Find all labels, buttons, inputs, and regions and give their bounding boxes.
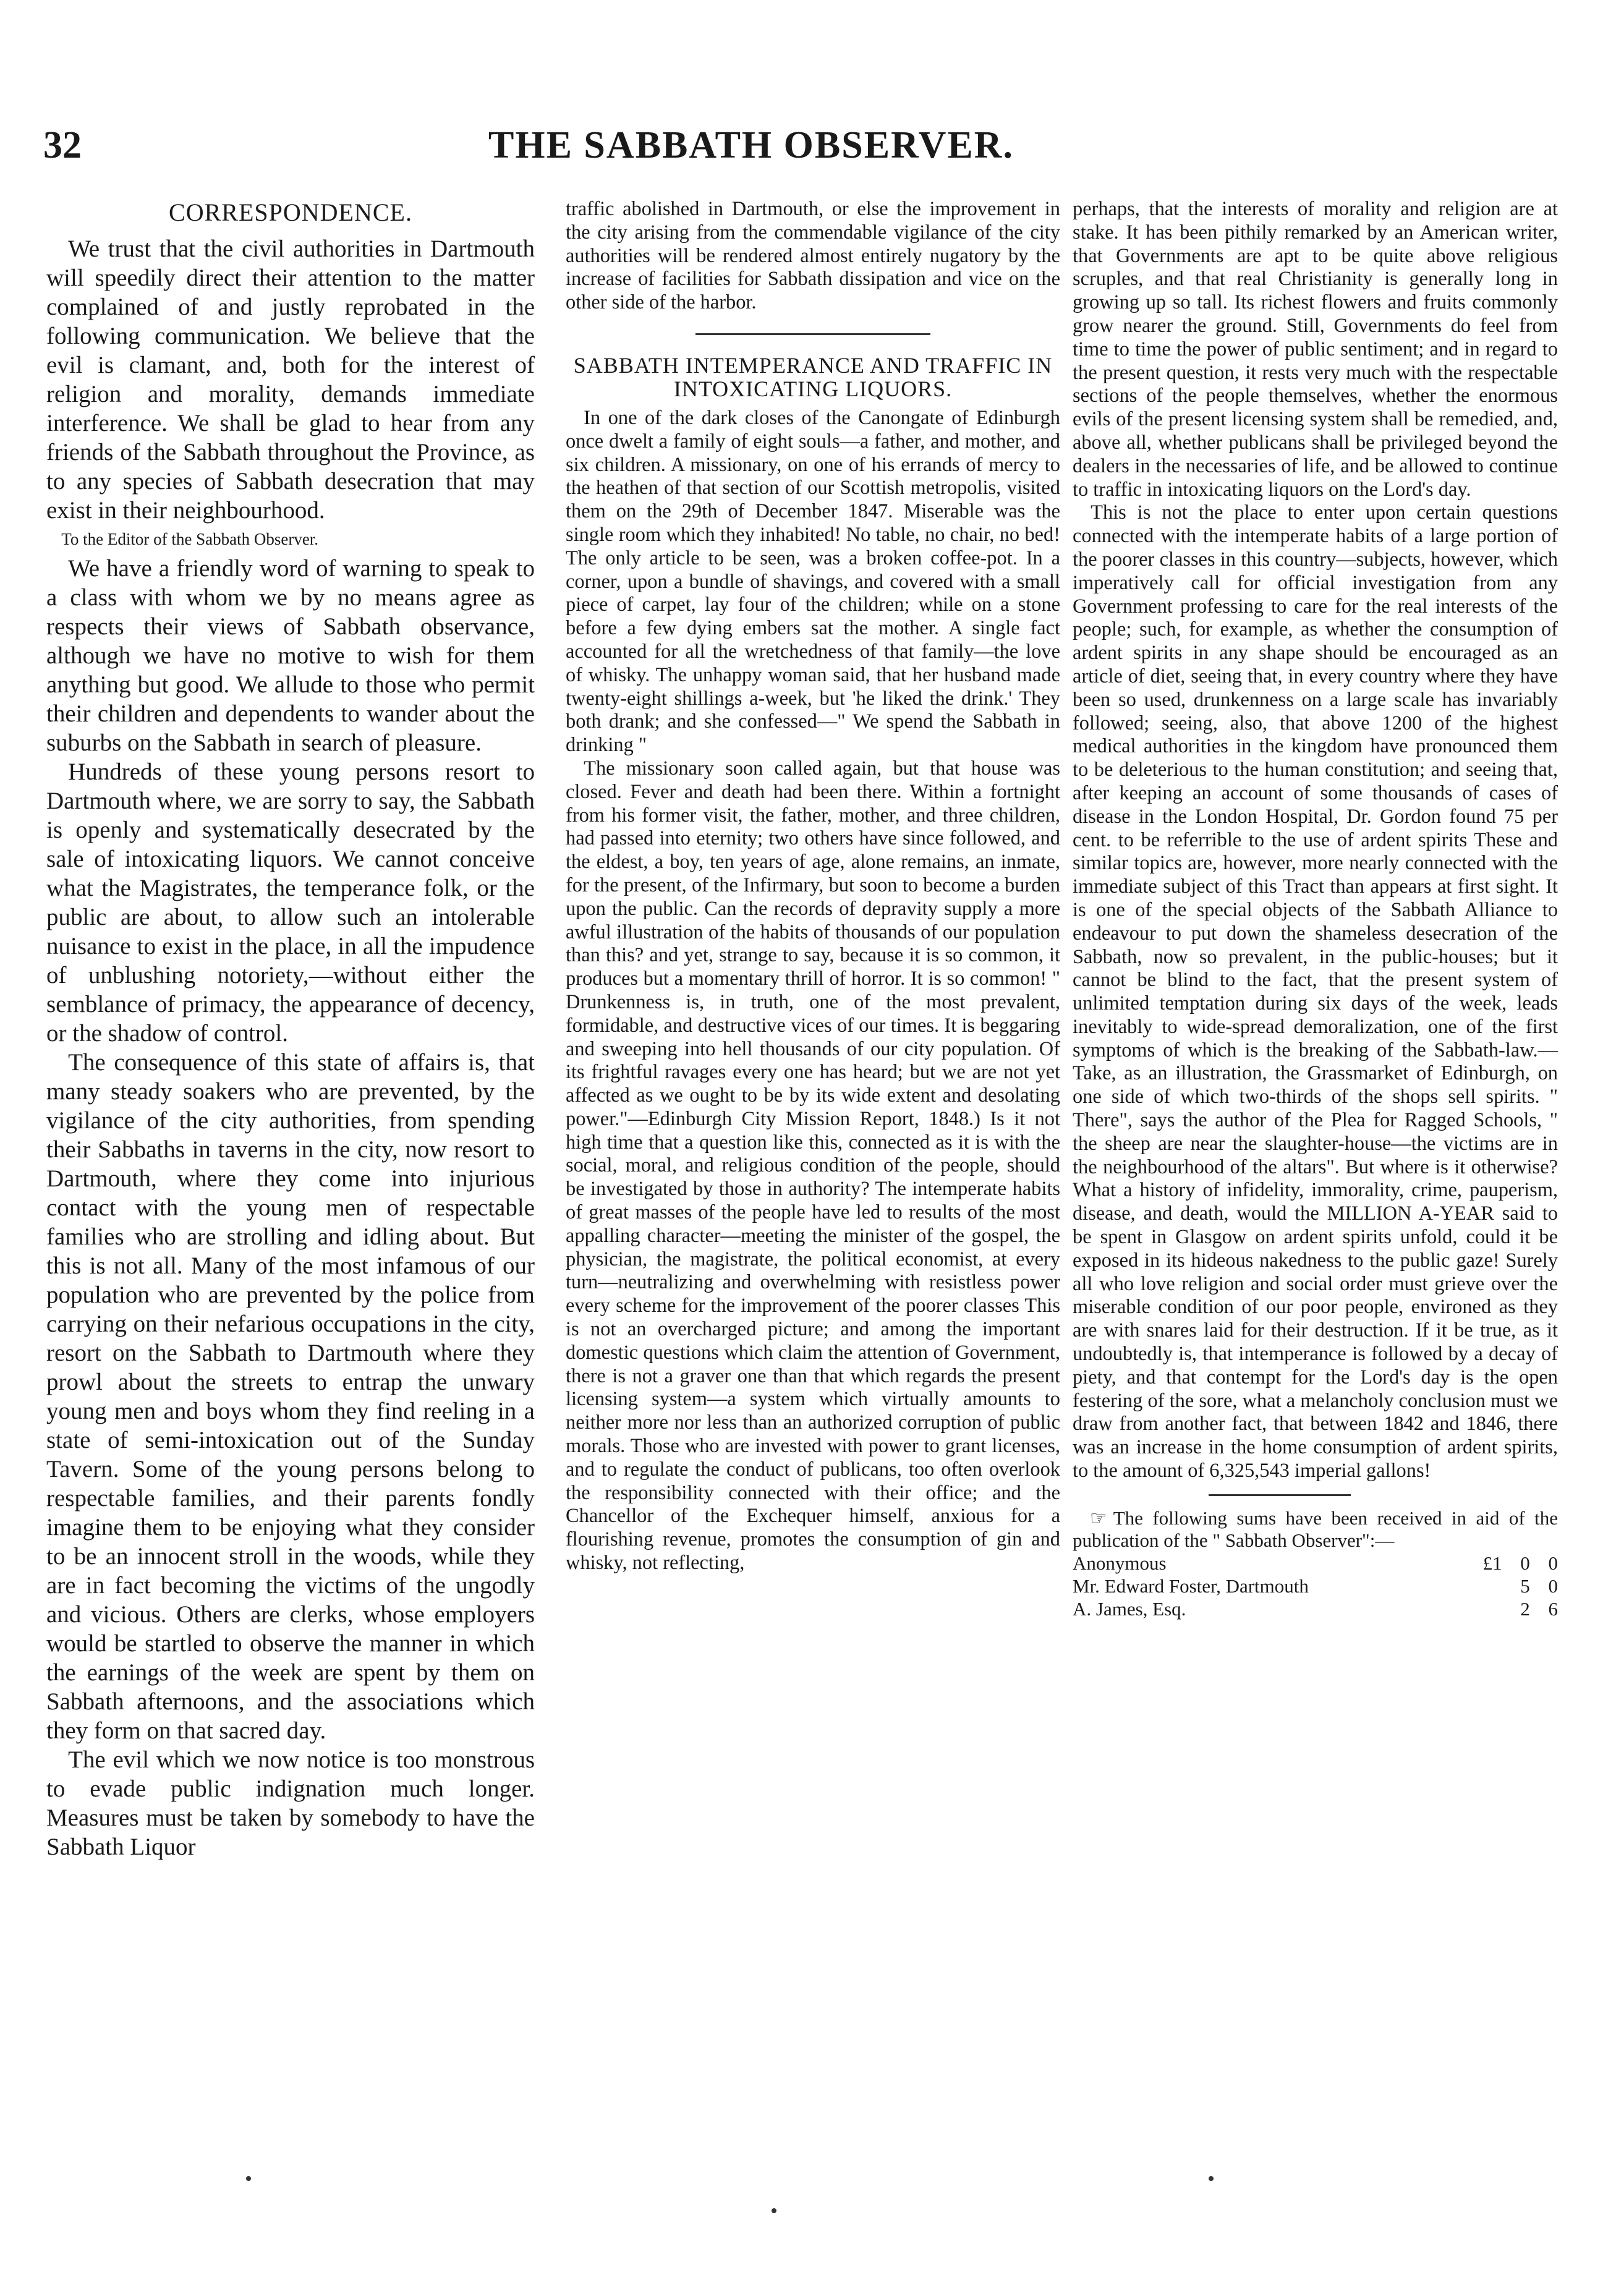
donor-name: Mr. Edward Foster, Dartmouth [1073,1575,1309,1597]
running-head [43,124,1589,173]
section-divider [695,333,930,335]
donor-name: Anonymous [1073,1552,1167,1574]
donation-amount: 5 0 [1520,1575,1558,1597]
article-paragraph-1: In one of the dark closes of the Canongate of Edinburgh once dwelt a family of eight souls—a father, and mother, and six children. A missionary, on one of his errands of mercy to the heathen of that section of our Scottish metropolis, visited them on the 29th of December 1847. Miserable was the single room which they inhabited! No table, no chair, no bed! The only article to be seen, was a broken coffee-pot. In a corner, upon a bundle of shavings, and covered with a small piece of carpet, lay four of the children; while on a stone before a few dying embers sat the mother. A single fact accounted for all the wretchedness of that family—the love of whisky. The unhappy woman said, that her husband made twenty-eight shillings a-week, but 'he liked the drink.' They both drank; and she confessed—" We spend the Sabbath in drinking " [566,406,1060,757]
column-2 [566,198,1060,1575]
pointing-hand-icon: ☞ [1089,1507,1107,1529]
donation-row [1073,1575,1558,1597]
article-continuation: perhaps, that the interests of morality and religion are at stake. It has been pithily remarked by an American writer, that Governments are apt to be quite above religious scruples, and that real Christianity is generally long in growing up so tall. Its richest flowers and fruits commonly grow nearer the ground. Still, Governments do feel from time to time the power of public sentiment; and in regard to the present question, it rests very much with the respectable sections of the people themselves, whether the enormous evils of the present licensing system shall be remedied, and, above all, whether publicans shall be privileged beyond the dealers in the necessaries of life, and be allowed to continue to traffic in intoxicating liquors on the Lord's day. [1073,198,1558,501]
acknowledgement-text: The following sums have been received in aid of the publication of the " Sabbath Observer":— [1073,1507,1558,1551]
page-number: 32 [43,124,82,166]
letter-paragraph-1: We have a friendly word of warning to speak to a class with whom we by no means agree as respects their views of Sabbath observance, although we have no motive to wish for them anything but good. We allude to those who permit their children and dependents to wander about the suburbs on the Sabbath in search of pleasure. [46,555,535,756]
print-speck [772,2208,776,2213]
donor-name: A. James, Esq. [1073,1597,1186,1620]
letter-salutation: To the Editor of the Sabbath Observer. [61,530,319,548]
letter-paragraph-3: The consequence of this state of affairs is, that many steady soakers who are prevented, by the vigilance of the city authorities, from spending their Sabbaths in taverns in the city, now resort to Dartmouth, where they come into injurious contact with the young men of respectable families who are strolling and idling about. But this is not all. Many of the most infamous of our population who are prevented by the police from carrying on their nefarious occupations in the city, resort on the Sabbath to Dartmouth where they prowl about the streets to entrap the unwary young men and boys whom they find reeling in a state of semi-intoxication out of the Sunday Tavern. Some of the young persons belong to respectable families, and their parents fondly imagine them to be enjoying what they consider to be an innocent stroll in the woods, while they are in fact becoming the victims of the ungodly and vicious. Others are clerks, whose employers would be startled to observe the manner in which the earnings of the week are spent by them on Sabbath afternoons, and the associations which they form on that sacred day. [46,1049,535,1744]
letter-paragraph-2: Hundreds of these young persons resort to Dartmouth where, we are sorry to say, the Sabbath is openly and systematically desecrated by the sale of intoxicating liquors. We cannot conceive what the Magistrates, the temperance folk, or the public are about, to allow such an intolerable nuisance to exist in the place, in all the impudence of unblushing notoriety,—without either the semblance of primacy, the appearance of decency, or the shadow of control. [46,759,535,1047]
column-1 [46,198,535,1861]
section-heading-correspondence: CORRESPONDENCE. [169,198,412,226]
donation-amount: £1 0 0 [1482,1552,1558,1574]
editorial-intro: We trust that the civil authorities in Dartmouth will speedily direct their attention to the matter complained of and justly reprobated in the following communication. We believe that the evil is clamant, and, both for the interest of religion and morality, demands immediate interference. We shall be glad to hear from any friends of the Sabbath throughout the Province, as to any species of Sabbath desecration that may exist in their neighbourhood. [46,236,535,524]
print-speck [246,2176,251,2181]
donation-row [1073,1597,1558,1620]
journal-title: THE SABBATH OBSERVER. [488,124,1014,166]
column-3 [1073,198,1558,1620]
notice-divider [1209,1494,1351,1496]
print-speck [1209,2176,1214,2181]
letter-continuation: traffic abolished in Dartmouth, or else the improvement in the city arising from the commendable vigilance of the city authorities will be rendered almost entirely nugatory by the increase of facilities for Sabbath dissipation and vice on the other side of the harbor. [566,198,1060,314]
donation-amount: 2 6 [1520,1597,1558,1620]
donation-list [1073,1552,1558,1620]
acknowledgement-notice [1073,1507,1558,1552]
article-paragraph-2: The missionary soon called again, but that house was closed. Fever and death had been there. Within a fortnight from his former visit, the father, mother, and three children, had passed into eternity; two others have since followed, and the eldest, a boy, ten years of age, alone remains, an inmate, for the present, of the Infirmary, but soon to become a burden upon the public. Can the records of depravity supply a more awful illustration of the habits of thousands of our population than this? and yet, strange to say, because it is so common, it produces but a momentary thrill of horror. It is so common! " Drunkenness is, in truth, one of the most prevalent, formidable, and destructive vices of our times. It is beggaring and sweeping into hell thousands of our city population. Of its frightful ravages every one has heard; but we are not yet affected as we ought to be by its wide extent and desolating power."—Edinburgh City Mission Report, 1848.) Is it not high time that a question like this, connected as it is with the social, moral, and religious condition of the people, should be investigated by those in authority? The intemperate habits of great masses of the people have led to results of the most appalling character—meeting the minister of the gospel, the physician, the magistrate, the political economist, at every turn—neutralizing and overwhelming with resistless power every scheme for the improvement of the poorer classes This is not an overcharged picture; and among the important domestic questions which claim the attention of Government, there is not a graver one than that which regards the present licensing system—a system which virtually amounts to neither more nor less than an authorized corruption of public morals. Those who are invested with power to grant licenses, and to regulate the conduct of publicans, too often overlook the responsibility connected with their office; and the Chancellor of the Exchequer himself, anxious for a flourishing revenue, promotes the consumption of gin and whisky, not reflecting, [566,757,1060,1575]
donation-row [1073,1552,1558,1575]
letter-paragraph-4: The evil which we now notice is too monstrous to evade public indignation much longer. Measures must be taken by somebody to have the Sabbath Liquor [46,1746,535,1860]
article-paragraph-3: This is not the place to enter upon certain questions connected with the intemperate habits of a large portion of the poorer classes in this country—subjects, however, which imperatively call for official investigation from any Government professing to care for the real interests of the people; such, for example, as whether the consumption of ardent spirits in any shape should be encouraged as an article of diet, seeing that, in every country where they have been so used, drunkenness on a large scale has invariably followed; seeing, also, that above 1200 of the highest medical authorities in the kingdom have pronounced them to be deleterious to the human constitution; and seeing that, after keeping an account of some thousands of cases of disease in the London Hospital, Dr. Gordon found 75 per cent. to be referrible to the use of ardent spirits These and similar topics are, however, more nearly connected with the immediate subject of this Tract than appears at first sight. It is one of the special objects of the Sabbath Alliance to endeavour to put down the shameless desecration of the Sabbath, now so prevalent, in the public-houses; but it cannot be blind to the fact, that the present system of unlimited temptation during six days of the week, leads inevitably to wide-spread demoralization, one of the first symptoms of which is the breaking of the Sabbath-law.— Take, as an illustration, the Grassmarket of Edinburgh, on one side of which two-thirds of the shops sell spirits. " There", says the author of the Plea for Ragged Schools, " the sheep are near the slaughter-house—the victims are in the neighbourhood of the altars". But where is it otherwise? What a history of infidelity, immorality, crime, pauperism, disease, and death, would the MILLION A-YEAR said to be spent in Glasgow on ardent spirits unfold, could it be exposed in its hideous nakedness to the public gaze! Surely all who love religion and social order must grieve over the miserable condition of our poor people, environed as they are with snares laid for their destruction. If it be true, as it undoubtedly is, that intemperance is followed by a decay of piety, and that contempt for the Lord's day is the open festering of the sore, what a melancholy conclusion must we draw from another fact, that between 1842 and 1846, there was an increase in the home consumption of ardent spirits, to the amount of 6,325,543 imperial gallons! [1073,501,1558,1482]
article-heading-intemperance: SABBATH INTEMPERANCE AND TRAFFIC IN INTOXICATING LIQUORS. [573,352,1053,401]
